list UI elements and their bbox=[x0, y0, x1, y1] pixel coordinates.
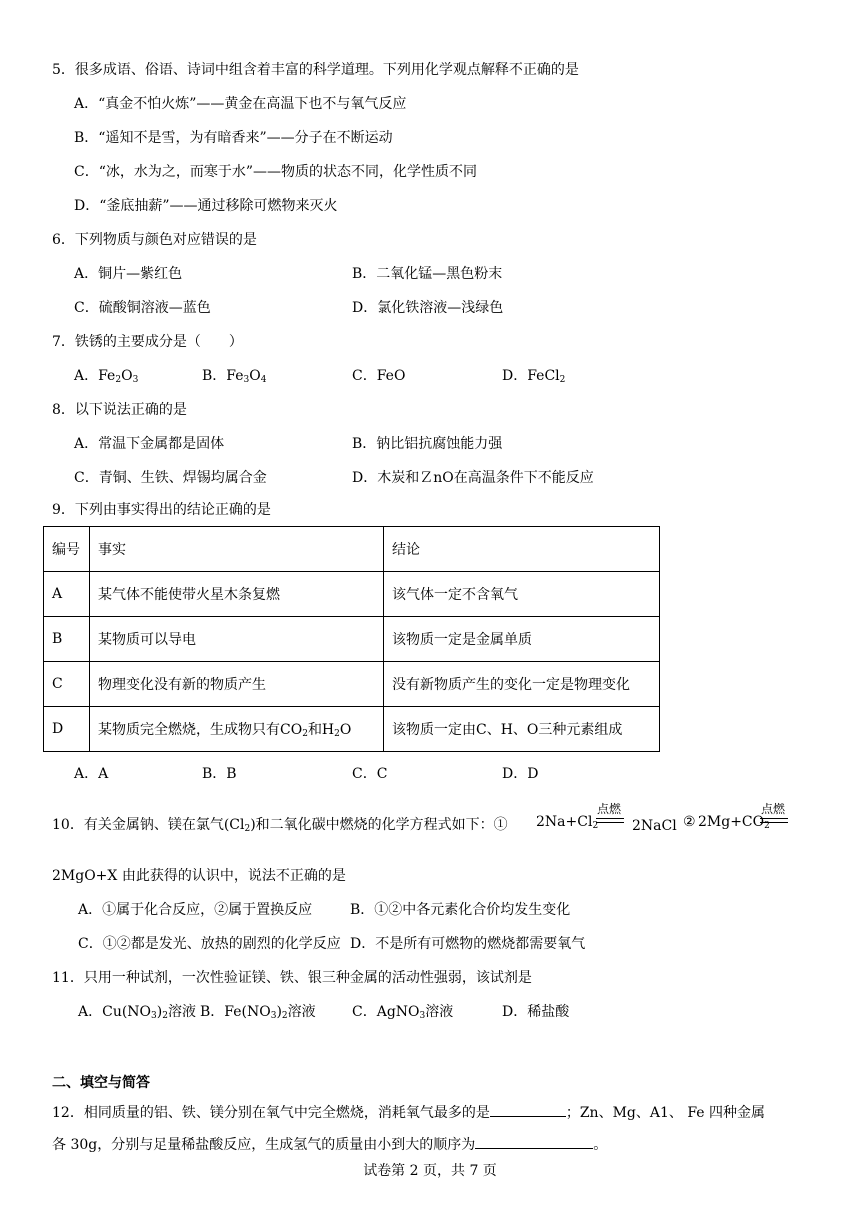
page-footer: 试卷第 2 页，共 7 页 bbox=[363, 1163, 497, 1179]
q8-option-c: C．青铜、生铁、焊锡均属合金 bbox=[74, 470, 267, 486]
q6-stem: 6．下列物质与颜色对应错误的是 bbox=[52, 232, 257, 248]
q11-option-d: D．稀盐酸 bbox=[502, 1004, 570, 1020]
q9-option-a: A．A bbox=[74, 766, 109, 782]
q7-option-d: D．FeCl$_2$ bbox=[502, 368, 566, 385]
row-fact: 物理变化没有新的物质产生 bbox=[90, 662, 384, 707]
q8-option-d: D．木炭和ＺnO在高温条件下不能反应 bbox=[352, 470, 594, 486]
row-fact: 某物质完全燃烧，生成物只有$CO_2$和$H_2O$ bbox=[90, 707, 384, 752]
q10-equals-sign-1 bbox=[596, 818, 624, 823]
q9-option-c: C．C bbox=[352, 766, 388, 782]
q11-stem: 11．只用一种试剂，一次性验证镁、铁、银三种金属的活动性强弱，该试剂是 bbox=[52, 970, 532, 986]
q5-option-c: C．“冰，水为之，而寒于水”——物质的状态不同，化学性质不同 bbox=[74, 164, 478, 180]
q10-option-a: A．①属于化合反应，②属于置换反应 bbox=[78, 902, 313, 918]
table-header-row bbox=[44, 527, 660, 572]
q10-equation-1-right: 2NaCl bbox=[632, 818, 677, 834]
row-conclusion: 该物质一定由C、H、O三种元素组成 bbox=[384, 707, 660, 752]
q9-option-d: D．D bbox=[502, 766, 539, 782]
q11-option-c: C．AgNO$_3$溶液 bbox=[352, 1004, 454, 1021]
q7-option-b: B．$Fe_3O_4$ bbox=[202, 368, 267, 385]
row-id: D bbox=[44, 707, 90, 752]
q10-equation-1-left: $2Na+Cl_2$ bbox=[536, 814, 599, 831]
row-fact: 某物质可以导电 bbox=[90, 617, 384, 662]
table-row bbox=[44, 572, 660, 617]
row-id: B bbox=[44, 617, 90, 662]
q12-line-1: 12．相同质量的铝、铁、镁分别在氧气中完全燃烧，消耗氧气最多的是 ；Zn、Mg、A1、 Fe 四种金属 bbox=[52, 1102, 765, 1123]
q7-option-c: C．FeO bbox=[352, 368, 406, 384]
q6-option-c: C．硫酸铜溶液—蓝色 bbox=[74, 300, 211, 316]
row-conclusion: 该物质一定是金属单质 bbox=[384, 617, 660, 662]
table-row bbox=[44, 707, 660, 752]
header-fact: 事实 bbox=[90, 527, 384, 572]
q5-option-b: B．“遥知不是雪，为有暗香来”——分子在不断运动 bbox=[74, 130, 393, 146]
header-conclusion: 结论 bbox=[384, 527, 660, 572]
q10-condition-1: 点燃 bbox=[597, 802, 622, 816]
row-id: A bbox=[44, 572, 90, 617]
q8-stem: 8．以下说法正确的是 bbox=[52, 402, 187, 418]
q6-option-d: D．氯化铁溶液—浅绿色 bbox=[352, 300, 504, 316]
q10-continuation: 2MgO+X 由此获得的认识中，说法不正确的是 bbox=[52, 868, 346, 884]
answer-blank-2[interactable] bbox=[475, 1134, 593, 1149]
q11-option-a: A．$Cu(NO_3)_2$溶液 bbox=[78, 1004, 196, 1021]
row-conclusion: 该气体一定不含氧气 bbox=[384, 572, 660, 617]
q6-option-b: B．二氧化锰—黑色粉末 bbox=[352, 266, 503, 282]
q10-equals-sign-2 bbox=[760, 818, 788, 823]
q10-option-c: C．①②都是发光、放热的剧烈的化学反应 bbox=[78, 936, 341, 952]
q12-line-2: 各 30g，分别与足量稀盐酸反应，生成氢气的质量由小到大的顺序为 。 bbox=[52, 1134, 607, 1155]
q10-equation-2-left: $2Mg+CO_2$ bbox=[698, 814, 770, 831]
q5-option-d: D．“釜底抽薪”——通过移除可燃物来灭火 bbox=[74, 198, 338, 214]
q5-stem: 5．很多成语、俗语、诗词中组含着丰富的科学道理。下列用化学观点解释不正确的是 bbox=[52, 62, 579, 78]
q8-option-b: B．钠比铝抗腐蚀能力强 bbox=[352, 436, 503, 452]
q10-stem: 10．有关金属钠、镁在氯气$(Cl_2)$和二氧化碳中燃烧的化学方程式如下：① bbox=[52, 817, 508, 834]
q9-table bbox=[43, 526, 660, 752]
q6-option-a: A．铜片—紫红色 bbox=[74, 266, 183, 282]
q8-option-a: A．常温下金属都是固体 bbox=[74, 436, 225, 452]
header-id: 编号 bbox=[44, 527, 90, 572]
section-heading: 二、填空与简答 bbox=[52, 1075, 150, 1091]
q11-option-b: B．$Fe(NO_3)_2$溶液 bbox=[200, 1004, 316, 1021]
row-id: C bbox=[44, 662, 90, 707]
q10-option-b: B．①②中各元素化合价均发生变化 bbox=[350, 902, 571, 918]
q9-option-b: B．B bbox=[202, 766, 237, 782]
q10-condition-2: 点燃 bbox=[761, 802, 786, 816]
table-row bbox=[44, 617, 660, 662]
row-fact: 某气体不能使带火星木条复燃 bbox=[90, 572, 384, 617]
table-row bbox=[44, 662, 660, 707]
q10-equation-2-mark: ② bbox=[683, 814, 696, 830]
q10-option-d: D．不是所有可燃物的燃烧都需要氧气 bbox=[350, 936, 586, 952]
q7-option-a: A．$Fe_2O_3$ bbox=[74, 368, 139, 385]
q7-stem: 7．铁锈的主要成分是（ ） bbox=[52, 334, 243, 350]
row-conclusion: 没有新物质产生的变化一定是物理变化 bbox=[384, 662, 660, 707]
q9-stem: 9．下列由事实得出的结论正确的是 bbox=[52, 502, 271, 518]
answer-blank-1[interactable] bbox=[490, 1102, 566, 1117]
q5-option-a: A．“真金不怕火炼”——黄金在高温下也不与氧气反应 bbox=[74, 96, 407, 112]
